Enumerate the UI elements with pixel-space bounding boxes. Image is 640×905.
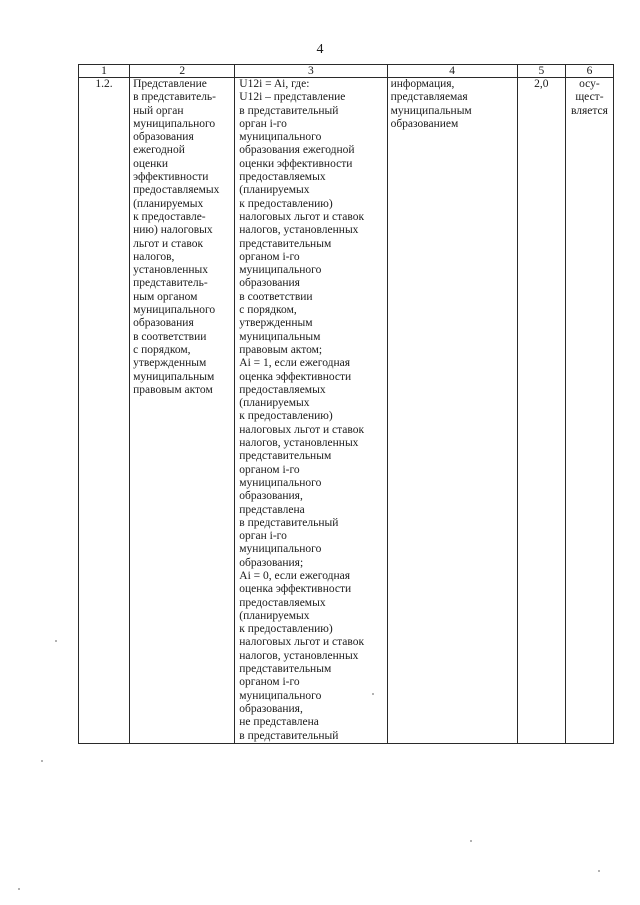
text-line: (планируемых <box>239 397 310 410</box>
text-line: U12i – представление <box>239 91 346 104</box>
row-number-cell: 1.2. <box>79 78 130 744</box>
text-line: не представлена <box>239 716 319 729</box>
text-line: эффективности <box>133 171 209 184</box>
text-line: представитель- <box>133 277 208 290</box>
text-line: правовым актом <box>133 383 213 396</box>
text-line: правовым актом; <box>239 343 323 356</box>
text-line: предоставляемых <box>239 171 326 184</box>
text-line: представительным <box>239 663 332 676</box>
text-line: муниципального <box>133 117 216 130</box>
text-line: муниципальным <box>133 370 215 383</box>
text-line: представлена <box>239 503 305 516</box>
text-line: орган i-го <box>239 117 287 130</box>
text-line: налогов, <box>133 250 175 263</box>
text-line: в представительный <box>239 729 339 742</box>
formula-cell <box>235 78 387 744</box>
column-header-1: 1 <box>79 65 130 78</box>
text-line: в представительный <box>239 104 339 117</box>
text-line: к предоставлению) <box>239 410 333 423</box>
text-line: муниципального <box>239 131 322 144</box>
text-line: ным органом <box>133 290 198 303</box>
indicator-table <box>78 64 614 744</box>
text-line: налогов, установленных <box>239 649 359 662</box>
text-line: образования, <box>239 702 303 715</box>
text-line: Ai = 1, если ежегодная <box>239 357 351 370</box>
column-header-4: 4 <box>387 65 517 78</box>
text-line: установленных <box>133 264 209 277</box>
text-line: льгот и ставок <box>133 237 204 250</box>
text-line: орган i-го <box>239 530 287 543</box>
text-line: к предоставлению) <box>239 197 333 210</box>
text-line: оценка эффективности <box>239 583 352 596</box>
text-line: ежегодной <box>133 144 185 157</box>
text-line: оценки <box>133 157 168 170</box>
text-line: предоставляемых <box>239 383 326 396</box>
text-line: оценка эффективности <box>239 370 352 383</box>
page-number: 4 <box>316 42 324 57</box>
text-line: U12i = Ai, где: <box>239 78 310 90</box>
column-header-6: 6 <box>565 65 613 78</box>
text-line: образования ежегодной <box>239 144 355 157</box>
table-row <box>79 78 614 744</box>
text-line: (планируемых <box>133 197 204 210</box>
text-line: образования <box>133 317 194 330</box>
column-header-5: 5 <box>517 65 565 78</box>
text-line: утвержденным <box>133 357 207 370</box>
text-line: с порядком, <box>133 343 191 356</box>
text-line: (планируемых <box>239 609 310 622</box>
text-line: муниципального <box>239 543 322 556</box>
text-line: утвержденным <box>239 317 313 330</box>
text-line: осу- <box>579 78 600 90</box>
text-line: муниципального <box>239 476 322 489</box>
column-header-2: 2 <box>130 65 235 78</box>
text-line: представительным <box>239 450 332 463</box>
text-line: образования <box>239 277 300 290</box>
column-header-3: 3 <box>235 65 387 78</box>
text-line: муниципальным <box>390 104 472 117</box>
text-line: налогов, установленных <box>239 224 359 237</box>
text-line: вляется <box>570 104 608 117</box>
text-line: налоговых льгот и ставок <box>239 636 365 649</box>
text-line: налоговых льгот и ставок <box>239 210 365 223</box>
text-line: образования; <box>239 556 304 569</box>
text-line: образованием <box>390 117 459 130</box>
text-line: информация, <box>390 78 455 90</box>
text-line: Ai = 0, если ежегодная <box>239 569 351 582</box>
text-line: представительным <box>239 237 332 250</box>
text-line: в соответствии <box>133 330 207 343</box>
table-header <box>79 65 614 78</box>
text-line: предоставляемых <box>133 184 220 197</box>
text-line: образования <box>133 131 194 144</box>
text-line: органом i-го <box>239 250 300 263</box>
text-line: представляемая <box>390 91 468 104</box>
text-line: муниципального <box>133 304 216 317</box>
text-line: налоговых льгот и ставок <box>239 423 365 436</box>
text-line: предоставляемых <box>239 596 326 609</box>
data-source-cell <box>387 78 517 744</box>
text-line: муниципального <box>239 689 322 702</box>
text-line: оценки эффективности <box>239 157 353 170</box>
text-line: в представительный <box>239 516 339 529</box>
indicator-name-cell <box>130 78 235 744</box>
text-line: (планируемых <box>239 184 310 197</box>
text-line: в соответствии <box>239 290 313 303</box>
text-line: к предоставле- <box>133 210 206 223</box>
text-line: нию) налоговых <box>133 224 213 237</box>
text-line: органом i-го <box>239 463 300 476</box>
text-line: с порядком, <box>239 304 297 317</box>
text-line: муниципального <box>239 264 322 277</box>
text-line: Представление <box>133 78 207 90</box>
weight-cell: 2,0 <box>517 78 565 744</box>
text-line: в представитель- <box>133 91 217 104</box>
text-line: муниципальным <box>239 330 321 343</box>
text-line: щест- <box>575 91 604 104</box>
text-line: образования, <box>239 490 303 503</box>
text-line: к предоставлению) <box>239 623 333 636</box>
text-line: органом i-го <box>239 676 300 689</box>
status-cell <box>565 78 613 744</box>
header-row <box>79 65 614 78</box>
text-line: ный орган <box>133 104 184 117</box>
text-line: налогов, установленных <box>239 437 359 450</box>
